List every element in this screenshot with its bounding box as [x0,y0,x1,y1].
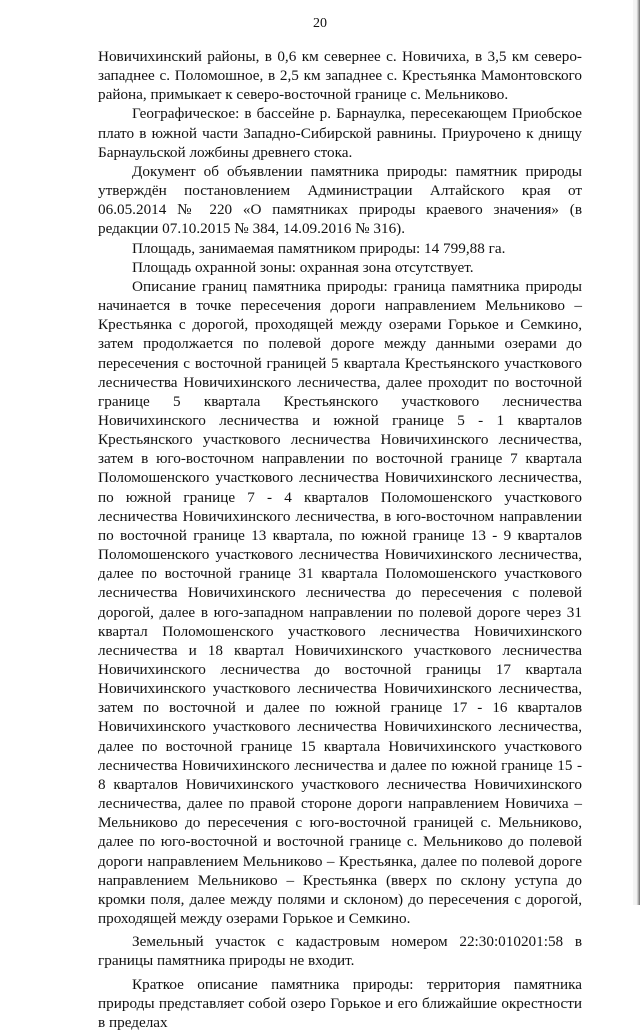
paragraph-cadastral-plot: Земельный участок с кадастровым номером 22:30:010201:58 в границы памятника природы не входит. [98,933,582,970]
document-text-body [98,47,582,1032]
paragraph-geographic: Географическое: в бассейне р. Барнаулка, пересекающем Приобское плато в южной части Западно-Сибирской равнины. Приурочено к днищу Барнаульской ложбины древнего стока. [98,105,582,161]
paragraph-location-continued: Новичихинский районы, в 0,6 км севернее с. Новичиха, в 3,5 км северо-западнее с. Поломошное, в 2,5 км западнее с. Крестьянка Мамонтовского района, примыкает к северо-восточной границе с. Мельниково. [98,48,582,104]
page-number: 20 [313,16,327,31]
paragraph-area: Площадь, занимаемая памятником природы: 14 799,88 га. [132,239,506,257]
page-edge-shadow [636,0,640,905]
paragraph-short-description: Краткое описание памятника природы: территория памятника природы представляет собой озеро Горькое и его ближайшие окрестности в пределах [98,975,582,1031]
paragraph-protection-zone: Площадь охранной зоны: охранная зона отсутствует. [132,258,474,276]
paragraph-declaration-document: Документ об объявлении памятника природы: памятник природы утверждён постановлением Администрации Алтайского края от 06.05.2014 № 220 «О памятниках природы краевого значения» (в редакции 07.10.2015 № 384, 14.09.2016 № 316). [98,162,582,238]
paragraph-boundary-description: Описание границ памятника природы: граница памятника природы начинается в точке пересечения дороги направлением Мельниково – Крестьянка с дорогой, проходящей между озерами Горькое и Семкино, затем продолжается по полевой дороге между данными озерами до пересечения с восточной границей 5 квартала Крестьянского участкового лесничества Новичихинского лесничества, далее проходит по восточной границе 5 квартала Крестьянского участкового лесничества Новичихинского лесничества и южной границе 5 - 1 кварталов Крестьянского участкового лесничества Новичихинского лесничества, затем в юго-восточном направлении по восточной границе 7 квартала Поломошенского участкового лесничества Новичихинского лесничества, по южной границе 7 - 4 кварталов Поломошенского участкового лесничества Новичихинского лесничества, в юго-восточном направлении по восточной границе 13 квартала, по южной границе 13 - 9 кварталов Поломошенского участкового лесничества Новичихинского лесничества, далее по восточной границе 31 квартала Поломошенского участкового лесничества Новичихинского лесничества до пересечения с полевой дорогой, далее в юго-западном направлении по полевой дороге через 31 квартал Поломошенского участкового лесничества Новичихинского лесничества и 18 квартал Новичихинского участкового лесничества Новичихинского лесничества до восточной границы 17 квартала Новичихинского участкового лесничества Новичихинского лесничества, затем по восточной и далее по южной границе 17 - 16 кварталов Новичихинского участкового лесничества Новичихинского лесничества, далее по восточной границе 15 квартала Новичихинского участкового лесничества Новичихинского лесничества и далее по южной границе 15 - 8 кварталов Новичихинского участкового лесничества Новичихинского лесничества, далее по правой стороне дороги направлением Новичиха – Мельниково до пересечения с юго-восточной границей с. Мельниково, далее по юго-восточной и восточной границе с. Мельниково до полевой дороги направлением Мельниково – Крестьянка, далее по полевой дороге направлением Мельниково – Крестьянка (вверх по склону уступа до кромки поля, далее между полями и склоном) до пересечения с дорогой, проходящей между озерами Горькое и Семкино. [98,277,582,928]
